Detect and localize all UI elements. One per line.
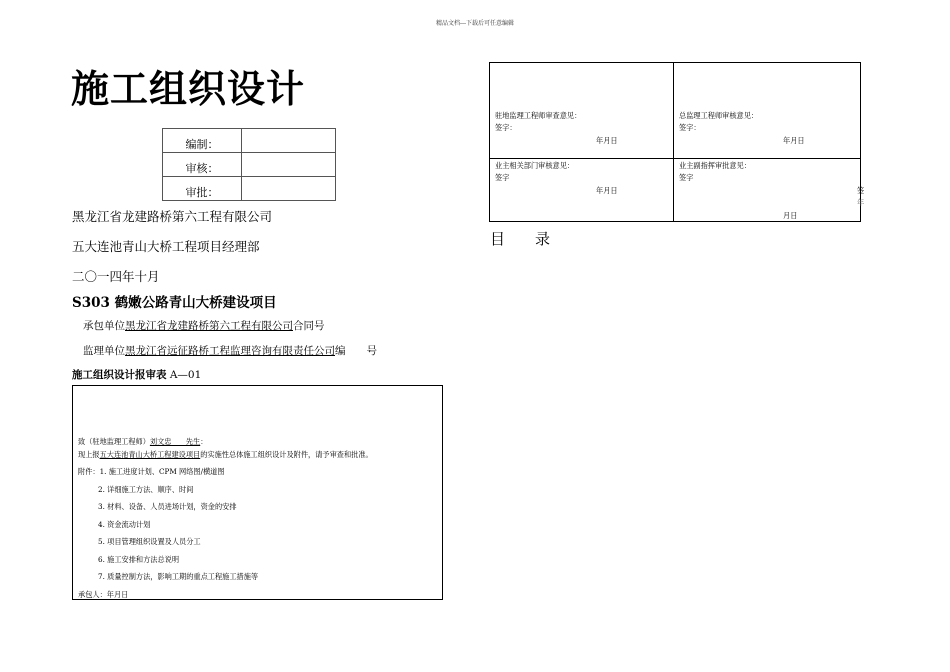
form-title	[72, 367, 201, 382]
resident-opinion-label: 驻地监理工程师审查意见：	[495, 111, 582, 120]
contractor-signature: 承包人：年月日	[78, 590, 129, 599]
form-intro	[78, 450, 373, 460]
department-name: 五大连池青山大桥工程项目经理部	[72, 239, 260, 254]
intro-project: 五大连池青山大桥工程建设项目	[99, 450, 201, 459]
page-title: 施工组织设计	[71, 67, 306, 111]
attachments-label: 附件：	[78, 467, 100, 476]
submission-form-box	[72, 385, 443, 600]
contractor-name: 黑龙江省龙建路桥第六工程有限公司	[125, 320, 293, 332]
attachment-item: 2. 详细施工方法、顺序、时间	[98, 485, 194, 494]
attachment-item: 4. 资金流动计划	[98, 520, 151, 529]
addressee-name: 刘文忠 先生	[149, 437, 201, 446]
chief-opinion-label: 总监理工程师审核意见：	[679, 111, 759, 120]
supervisor-line	[83, 343, 377, 358]
sign-table	[162, 128, 336, 201]
sign-label-approve: 审批：	[163, 177, 242, 201]
sign-row-compile	[163, 129, 336, 153]
resident-date-label: 年月日	[596, 136, 618, 145]
deputy-sign-label: 签字	[679, 173, 694, 182]
table-of-contents-heading: 目 录	[490, 230, 551, 248]
attachment-item: 6. 施工安排和方法总说明	[98, 555, 180, 564]
attachment-item: 3. 材料、设备、人员进场计划，资金的安排	[98, 502, 237, 511]
review-divider-horizontal	[490, 158, 860, 159]
document-date: 二〇一四年十月	[72, 269, 160, 284]
intro-suffix: 的实施性总体施工组织设计及附件，请予审查和批准。	[200, 450, 373, 459]
form-code: A—01	[166, 369, 202, 381]
deputy-side-sign: 签	[857, 186, 865, 195]
intro-prefix: 现上报	[78, 450, 100, 459]
contractor-suffix: 合同号	[293, 320, 325, 332]
attachment-item: 7. 质量控制方法，影响工期的重点工程施工措施等	[98, 572, 259, 581]
sign-value-approve	[242, 177, 336, 201]
sign-label-review: 审核：	[163, 153, 242, 177]
sign-label-compile: 编制：	[163, 129, 242, 153]
supervisor-name: 黑龙江省远征路桥工程监理咨询有限责任公司	[125, 345, 335, 357]
contractor-prefix: 承包单位	[83, 320, 125, 332]
company-name: 黑龙江省龙建路桥第六工程有限公司	[72, 209, 273, 224]
chief-sign-label: 签字：	[679, 123, 701, 132]
contractor-line	[83, 318, 325, 333]
supervisor-prefix: 监理单位	[83, 345, 125, 357]
supervisor-suffix: 编 号	[335, 345, 377, 357]
owner-dept-date-label: 年月日	[596, 186, 618, 195]
header-note: 精品文档---下载后可任意编辑	[435, 20, 515, 27]
review-divider-vertical	[673, 63, 674, 221]
deputy-opinion-label: 业主副指挥审批意见：	[679, 161, 751, 170]
form-title-text: 施工组织设计报审表	[72, 369, 167, 381]
sign-row-review	[163, 153, 336, 177]
attachment-item: 1. 施工进度计划、CPM 网络图/横道图	[99, 467, 225, 476]
attachments-first-line	[78, 467, 225, 477]
owner-dept-sign-label: 签字	[495, 173, 510, 182]
sign-value-compile	[242, 129, 336, 153]
attachment-item: 5. 项目管理组织设置及人员分工	[98, 537, 201, 546]
deputy-side-year: 年	[857, 198, 865, 207]
chief-date-label: 年月日	[783, 136, 805, 145]
deputy-date-label: 月日	[783, 211, 798, 220]
owner-dept-opinion-label: 业主相关部门审核意见：	[495, 161, 575, 170]
sign-row-approve	[163, 177, 336, 201]
addressee-suffix: ：	[200, 437, 208, 446]
addressee-prefix: 致（驻地监理工程师）	[78, 437, 150, 446]
form-addressee	[78, 437, 207, 447]
project-title: S303 鹤嫩公路青山大桥建设项目	[72, 295, 277, 311]
review-opinion-box	[489, 62, 865, 222]
resident-sign-label: 签字：	[495, 123, 517, 132]
sign-value-review	[242, 153, 336, 177]
